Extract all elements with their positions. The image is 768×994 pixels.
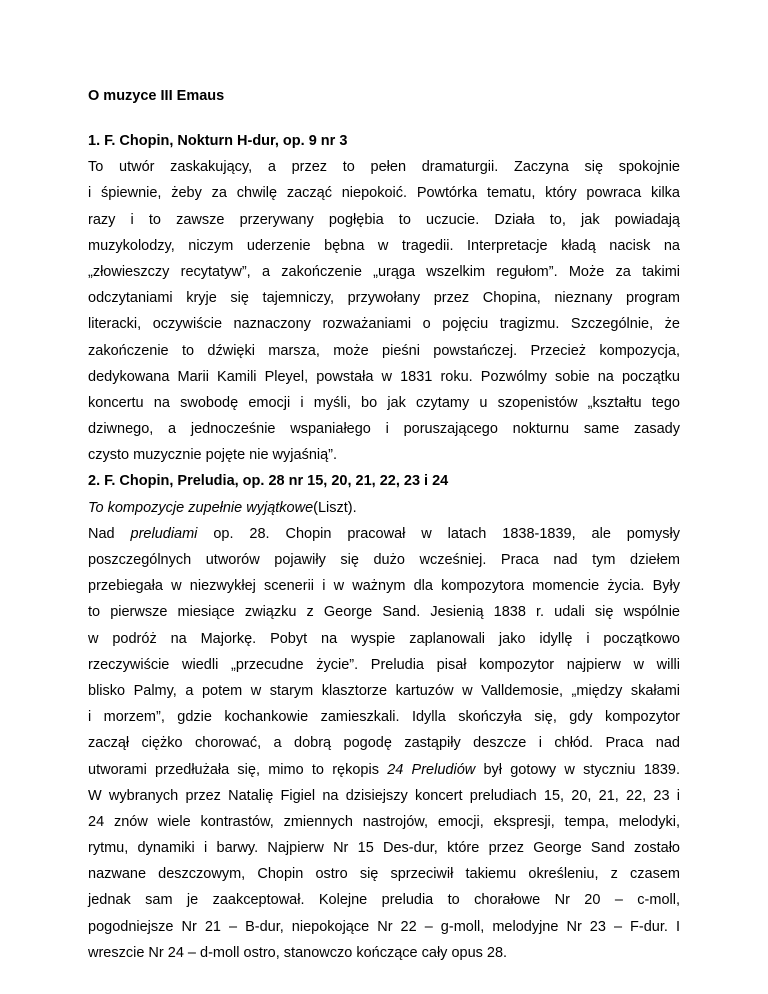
paragraph-line	[88, 757, 680, 783]
paragraph-line: pogodniejsze Nr 21 – B-dur, niepokojące Nr 22 – g-moll, melodyjne Nr 23 – F-dur. I	[88, 918, 680, 935]
paragraph-line: To utwór zaskakujący, a przez to pełen dramaturgii. Zaczyna się spokojnie	[88, 159, 680, 176]
paragraph-line: dziwnego, a jednocześnie wspaniałego i poruszającego nokturnu same zasady	[88, 421, 680, 438]
italic-run: 24 Preludiów	[387, 761, 476, 778]
motto-quote: To kompozycje zupełnie wyjątkowe	[88, 499, 314, 516]
italic-run: preludiami	[130, 525, 198, 542]
paragraph-line: zaczął ciężko chorować, a dobrą pogodę zastąpiły deszcze i chłód. Praca nad	[88, 735, 680, 752]
paragraph-line: razy i to zawsze przerywany pogłębia to uczucie. Działa to, jak powiadają	[88, 211, 680, 228]
paragraph-line: i śpiewnie, żeby za chwilę zacząć niepokoić. Powtórka tematu, który powraca kilka	[88, 185, 680, 202]
section-1-text	[88, 154, 680, 468]
paragraph-line: poszczególnych utworów pojawiły się dużo wcześniej. Praca nad tym dziełem	[88, 552, 680, 568]
paragraph-line: literacki, oczywiście naznaczony rozważaniami o pojęciu tragizmu. Szczególnie, że	[88, 316, 680, 333]
section-2-motto	[88, 495, 680, 521]
paragraph-line: jednak sam je zaakceptował. Kolejne preludia to chorałowe Nr 20 – c-moll,	[88, 892, 680, 909]
paragraph-line: odczytaniami kryje się tajemniczy, przywołany przez Chopina, nieznany program	[88, 290, 680, 307]
paragraph-line: przebiegała w niezwykłej scenerii i w ważnym dla kompozytora momencie życia. Były	[88, 578, 680, 595]
text-run: Nad	[88, 525, 131, 542]
paragraph-line: rytmu, dynamiki i barwy. Najpierw Nr 15 Des-dur, które przez George Sand zostało	[88, 840, 680, 857]
paragraph-line: W wybranych przez Natalię Figiel na dzisiejszy koncert preludiach 15, 20, 21, 22, 23 i	[88, 787, 680, 804]
paragraph-line: koncertu na swobodę emocji i myśli, bo jak czytamy u szopenistów „kształtu tego	[88, 394, 680, 411]
paragraph-line: i morzem”, gdzie kochankowie zamieszkali. Idylla skończyła się, gdy kompozytor	[88, 709, 680, 726]
paragraph-line: zakończenie to dźwięki marsza, może pieśni powstańczej. Przecież kompozycja,	[88, 342, 680, 359]
section-2-text	[88, 521, 680, 966]
text-run: był gotowy w styczniu 1839.	[475, 761, 680, 778]
section-2-heading: 2. F. Chopin, Preludia, op. 28 nr 15, 20, 21, 22, 23 i 24	[88, 473, 449, 490]
paragraph-line: nazwane deszczowym, Chopin ostro się sprzeciwił takiemu określeniu, z czasem	[88, 866, 680, 883]
paragraph-line: blisko Palmy, a potem w starym klasztorze kartuzów w Valldemosie, „między skałami	[88, 682, 680, 699]
paragraph-line: muzykolodzy, niczym uderzenie bębna w tragedii. Interpretacje kładą nacisk na	[88, 237, 680, 254]
motto-attribution: (Liszt).	[313, 499, 357, 516]
paragraph-line: 24 znów wiele kontrastów, zmiennych nastrojów, emocji, ekspresji, tempa, melodyki,	[88, 813, 680, 830]
text-run: op. 28. Chopin pracował w latach 1838-1839, ale pomysły	[197, 525, 680, 542]
paragraph-line: dedykowana Marii Kamili Pleyel, powstała w 1831 roku. Pozwólmy sobie na początku	[88, 368, 680, 385]
text-run: utworami przedłużała się, mimo to rękopis	[88, 761, 388, 778]
section-1-heading: 1. F. Chopin, Nokturn H-dur, op. 9 nr 3	[88, 133, 348, 149]
paragraph-line: czysto muzycznie pojęte nie wyjaśnią”.	[88, 447, 338, 464]
document-title: O muzyce III Emaus	[88, 88, 225, 104]
paragraph-line: to pierwsze miesiące związku z George Sand. Jesienią 1838 r. udali się wspólnie	[88, 604, 680, 621]
paragraph-line	[88, 521, 680, 547]
paragraph-line: wreszcie Nr 24 – d-moll ostro, stanowczo kończące cały opus 28.	[88, 944, 508, 961]
paragraph-line: rzeczywiście wiedli „przecudne życie”. Preludia pisał kompozytor najpierw w willi	[88, 656, 680, 673]
paragraph-line: „złowieszczy recytatyw”, a zakończenie „urąga wszelkim regułom”. Może za takimi	[88, 263, 680, 280]
paragraph-line: w podróż na Majorkę. Pobyt na wyspie zaplanowali jako idyllę i początkowo	[88, 630, 680, 647]
document-body	[88, 128, 680, 966]
